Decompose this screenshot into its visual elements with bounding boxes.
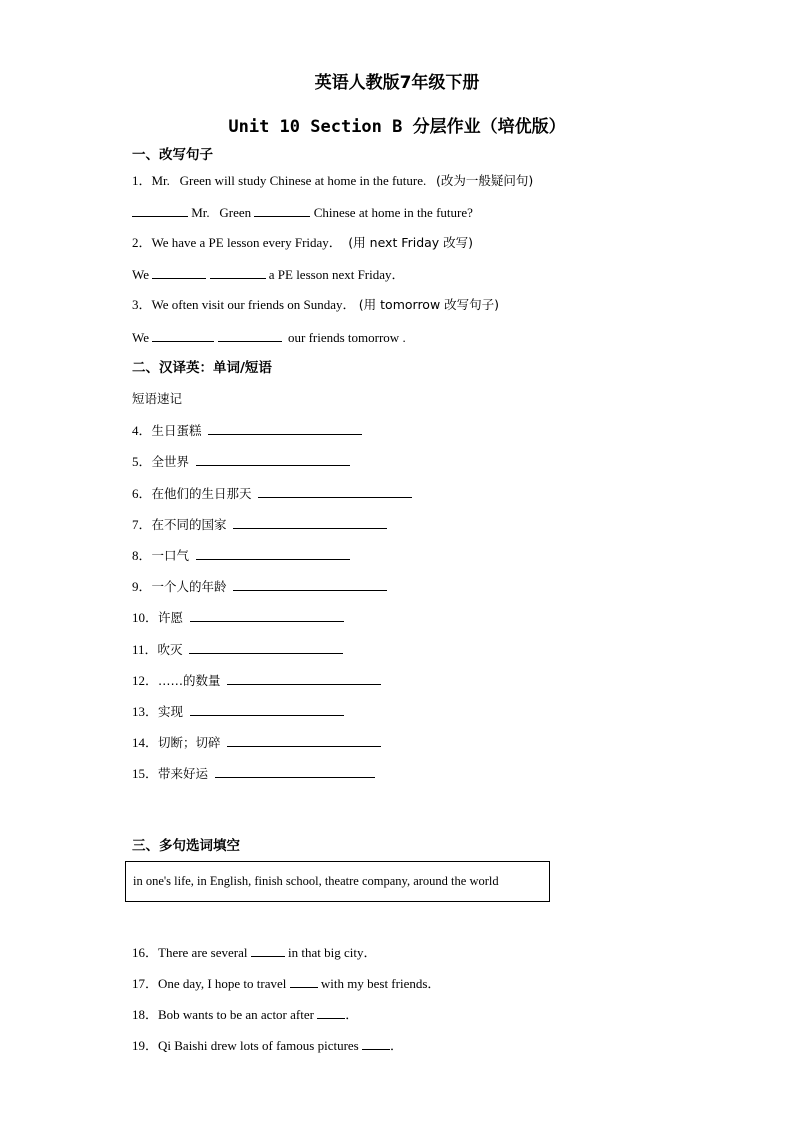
vocab-number: 7．: [132, 517, 152, 532]
q2-answer-line: [132, 265, 405, 284]
vocab-chinese: 一口气: [151, 548, 190, 563]
vocab-number: 14．: [132, 735, 159, 750]
vocab-blank[interactable]: [258, 484, 412, 498]
vocab-chinese: 切断；切碎: [158, 735, 221, 750]
vocab-blank[interactable]: [196, 452, 350, 466]
vocab-item: [132, 702, 344, 721]
q16-after: in that big city．: [288, 945, 377, 960]
vocab-chinese: 许愿: [158, 610, 184, 625]
q2-answer-start: We: [132, 267, 149, 282]
section3-heading: 三、多句选词填空: [132, 838, 240, 854]
vocab-item: [132, 608, 344, 627]
vocab-item: [132, 515, 387, 534]
q3-sentence: 3．We often visit our friends on Sunday．: [132, 297, 356, 312]
q16-before: 16．There are several: [132, 945, 248, 960]
q1-prompt: [132, 172, 533, 190]
vocab-number: 13．: [132, 704, 159, 719]
vocab-blank[interactable]: [196, 546, 350, 560]
q18-blank[interactable]: [317, 1005, 345, 1019]
vocab-blank[interactable]: [190, 608, 344, 622]
vocab-chinese: 在他们的生日那天: [151, 486, 252, 501]
vocab-blank[interactable]: [190, 702, 344, 716]
vocab-blank[interactable]: [233, 577, 387, 591]
q1-answer-text-3: Chinese at home in the future?: [313, 205, 473, 220]
vocab-blank[interactable]: [233, 515, 387, 529]
q2-sentence: 2．We have a PE lesson every Friday．: [132, 235, 342, 250]
vocab-blank[interactable]: [208, 421, 362, 435]
q3-blank-2[interactable]: [218, 328, 282, 342]
q3-answer-end: our friends tomorrow .: [288, 330, 406, 345]
q1-number: 1．Mr.: [132, 173, 170, 188]
vocab-number: 11．: [132, 642, 158, 657]
word-bank-box: [125, 861, 550, 902]
q1-answer-line: [132, 203, 473, 222]
section2-subheading: 短语速记: [132, 391, 183, 406]
vocab-chinese: 全世界: [151, 454, 190, 469]
page-title: 英语人教版7年级下册: [314, 73, 480, 93]
q17-after: with my best friends．: [320, 976, 441, 991]
vocab-item: [132, 764, 375, 783]
vocab-blank[interactable]: [227, 733, 381, 747]
vocab-item: [132, 577, 387, 596]
vocab-item: [132, 640, 343, 659]
q3-blank-1[interactable]: [152, 328, 214, 342]
vocab-chinese: ……的数量: [158, 673, 221, 688]
vocab-chinese: 带来好运: [158, 766, 209, 781]
vocab-number: 6．: [132, 486, 152, 501]
vocab-blank[interactable]: [189, 640, 343, 654]
q16-blank[interactable]: [251, 943, 285, 957]
q1-blank-1[interactable]: [132, 203, 188, 217]
q2-prompt: [132, 234, 473, 252]
q17-before: 17．One day, I hope to travel: [132, 976, 287, 991]
vocab-chinese: 吹灭: [157, 642, 183, 657]
page-subtitle: Unit 10 Section B 分层作业（培优版）: [228, 117, 566, 137]
q1-instruction: (改为一般疑问句): [436, 173, 534, 188]
q19: [132, 1036, 403, 1055]
q1-answer-text-1: Mr.: [191, 205, 210, 220]
q19-after: ．: [390, 1038, 404, 1053]
word-bank-text: in one's life, in English, finish school, theatre company, around the world: [133, 874, 499, 888]
q19-before: 19．Qi Baishi drew lots of famous pictures: [132, 1038, 359, 1053]
q3-prompt: [132, 296, 499, 314]
q19-blank[interactable]: [362, 1036, 390, 1050]
section1-heading: 一、改写句子: [132, 147, 213, 163]
q1-sentence: Green will study Chinese at home in the future.: [179, 173, 427, 188]
vocab-item: [132, 671, 381, 690]
q17-blank[interactable]: [290, 974, 318, 988]
vocab-blank[interactable]: [215, 764, 375, 778]
q18-after: ．: [345, 1007, 359, 1022]
vocab-chinese: 在不同的国家: [151, 517, 227, 532]
q2-blank-1[interactable]: [152, 265, 206, 279]
vocab-item: [132, 484, 412, 503]
vocab-item: [132, 733, 381, 752]
q2-blank-2[interactable]: [210, 265, 266, 279]
vocab-number: 4．: [132, 423, 152, 438]
vocab-item: [132, 421, 362, 440]
vocab-chinese: 实现: [158, 704, 184, 719]
vocab-number: 12．: [132, 673, 159, 688]
vocab-number: 5．: [132, 454, 152, 469]
q2-answer-end: a PE lesson next Friday．: [268, 267, 405, 282]
q18-before: 18．Bob wants to be an actor after: [132, 1007, 314, 1022]
q1-blank-2[interactable]: [254, 203, 310, 217]
vocab-number: 9．: [132, 579, 152, 594]
section2-heading: 二、汉译英：单词/短语: [132, 360, 272, 376]
vocab-number: 10．: [132, 610, 159, 625]
q16: [132, 943, 376, 962]
q3-answer-line: [132, 328, 406, 347]
q3-instruction: (用 tomorrow 改写句子): [358, 297, 500, 312]
vocab-item: [132, 452, 350, 471]
q18: [132, 1005, 358, 1024]
vocab-item: [132, 546, 350, 565]
vocab-number: 15．: [132, 766, 159, 781]
vocab-blank[interactable]: [227, 671, 381, 685]
vocab-number: 8．: [132, 548, 152, 563]
q1-answer-text-2: Green: [219, 205, 252, 220]
vocab-chinese: 生日蛋糕: [151, 423, 202, 438]
q2-instruction: (用 next Friday 改写): [348, 235, 474, 250]
q17: [132, 974, 440, 993]
vocab-chinese: 一个人的年龄: [151, 579, 227, 594]
q3-answer-start: We: [132, 330, 149, 345]
